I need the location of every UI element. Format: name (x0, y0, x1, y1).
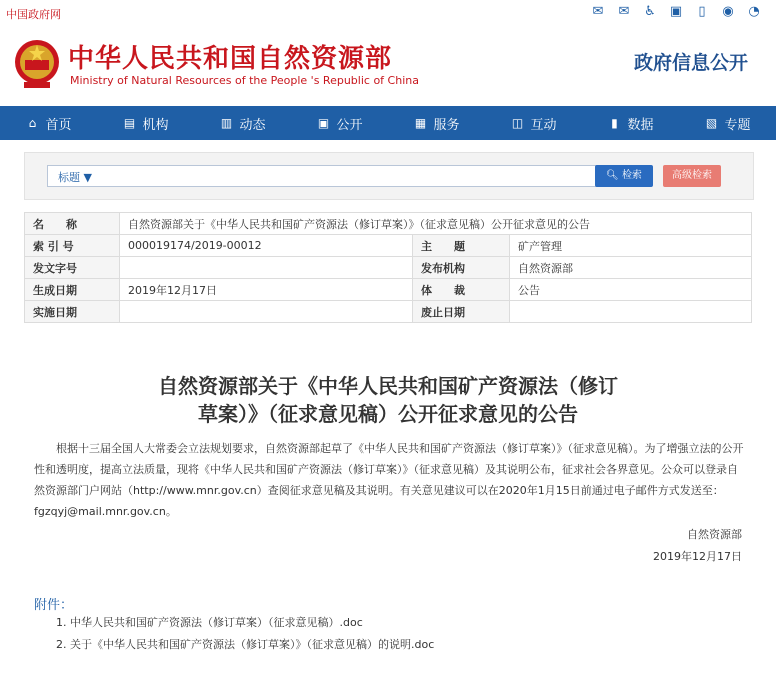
nav-item-news[interactable] (194, 106, 291, 140)
attachments-title: 附件： (34, 598, 74, 613)
nav-label: 专题 (724, 117, 751, 133)
national-emblem-icon (12, 36, 62, 92)
article-title-line: 自然资源部关于《中华人民共和国矿产资源法（修订 (158, 374, 618, 398)
meta-value (120, 257, 413, 279)
weibo-icon[interactable]: ◉ (722, 4, 734, 19)
search-field-select[interactable]: 标题 ▼ (58, 171, 92, 184)
site-title: 中华人民共和国自然资源部 (68, 44, 393, 74)
news-icon: ▥ (220, 116, 233, 130)
meta-value (120, 301, 413, 323)
table-row (25, 257, 752, 279)
message-icon[interactable]: ✉ (618, 4, 630, 19)
article-title (120, 372, 656, 428)
search-button[interactable] (595, 165, 653, 187)
meta-label: 生成日期 (25, 279, 120, 301)
top-bar (0, 0, 776, 26)
table-row (25, 279, 752, 301)
home-icon: ⌂ (28, 116, 37, 130)
main-nav (0, 106, 776, 140)
nav-label: 首页 (45, 117, 72, 133)
nav-label: 互动 (530, 117, 557, 133)
table-row (25, 213, 752, 235)
nav-label: 动态 (239, 117, 266, 133)
meta-value: 矿产管理 (510, 235, 752, 257)
meta-table (24, 212, 752, 323)
search-button-label: 检索 (621, 170, 642, 181)
top-icons (590, 4, 762, 20)
table-row (25, 235, 752, 257)
signature-org: 自然资源部 (687, 528, 742, 541)
data-icon: ▮ (611, 116, 618, 130)
article-signature (653, 524, 742, 568)
meta-value: 自然资源部关于《中华人民共和国矿产资源法（修订草案）》（征求意见稿）公开征求意见的公告 (120, 213, 752, 235)
nav-label: 数据 (627, 117, 654, 133)
section-title: 政府信息公开 (633, 52, 748, 74)
interact-icon: ◫ (511, 116, 524, 130)
meta-label: 实施日期 (25, 301, 120, 323)
nav-item-org[interactable] (97, 106, 194, 140)
open-icon: ▣ (317, 116, 330, 130)
mobile-icon[interactable]: ▯ (698, 4, 706, 19)
nav-label: 公开 (336, 117, 363, 133)
search-input[interactable] (47, 165, 615, 187)
service-icon: ▦ (414, 116, 427, 130)
advanced-search-button[interactable]: 高级检索 (663, 165, 721, 187)
wechat-icon[interactable]: ▣ (669, 4, 683, 19)
attachment-link[interactable]: 2. 关于《中华人民共和国矿产资源法（修订草案）》（征求意见稿）的说明.doc (56, 638, 435, 651)
meta-label: 体 裁 (413, 279, 510, 301)
meta-value: 自然资源部 (510, 257, 752, 279)
meta-value (510, 301, 752, 323)
nav-label: 服务 (433, 117, 460, 133)
org-icon: ▤ (123, 116, 136, 130)
meta-label: 名 称 (25, 213, 120, 235)
meta-value: 公告 (510, 279, 752, 301)
article-body (34, 438, 746, 522)
gov-portal-link[interactable]: 中国政府网 (6, 8, 61, 21)
rss-icon[interactable]: ◔ (748, 4, 760, 19)
article-title-line: 草案）》（征求意见稿）公开征求意见的公告 (198, 402, 578, 426)
meta-label: 主 题 (413, 235, 510, 257)
nav-item-service[interactable] (388, 106, 485, 140)
nav-item-open[interactable] (291, 106, 388, 140)
search-area (24, 152, 754, 200)
table-row (25, 301, 752, 323)
nav-item-interact[interactable] (485, 106, 582, 140)
nav-item-home[interactable] (0, 106, 97, 140)
site-header (0, 26, 776, 106)
meta-value: 2019年12月17日 (120, 279, 413, 301)
meta-label: 索 引 号 (25, 235, 120, 257)
site-title-en: Ministry of Natural Resources of the People 's Republic of China (70, 74, 419, 87)
topic-icon: ▧ (705, 116, 718, 130)
meta-label: 发文字号 (25, 257, 120, 279)
article-paragraph: 根据十三届全国人大常委会立法规划要求，自然资源部起草了《中华人民共和国矿产资源法（修订草案）》（征求意见稿）。为了增强立法的公开性和透明度，提高立法质量，现将《中华人民共和国矿产资源法（修订草案）》（征求意见稿）及其说明公布，征求社会各界意见。公众可以登录自然资源部门户网站（http://www.mnr.gov.cn）查阅征求意见稿及其说明。有关意见建议可以在2020年1月15日前通过电子邮件方式发送至： (34, 442, 744, 497)
meta-label: 废止日期 (413, 301, 510, 323)
nav-label: 机构 (142, 117, 169, 133)
nav-item-data[interactable] (582, 106, 679, 140)
signature-date: 2019年12月17日 (653, 550, 742, 563)
mail-icon[interactable]: ✉ (592, 4, 604, 19)
article-email: fgzqyj@mail.mnr.gov.cn。 (34, 505, 177, 518)
meta-label: 发布机构 (413, 257, 510, 279)
attachments-list (56, 612, 434, 656)
search-icon: 🔍︎ (606, 170, 619, 181)
nav-item-topic[interactable] (679, 106, 776, 140)
accessibility-icon[interactable]: ♿ (644, 4, 656, 19)
meta-value: 000019174/2019-00012 (120, 235, 413, 257)
attachment-link[interactable]: 1. 中华人民共和国矿产资源法（修订草案）（征求意见稿）.doc (56, 616, 363, 629)
